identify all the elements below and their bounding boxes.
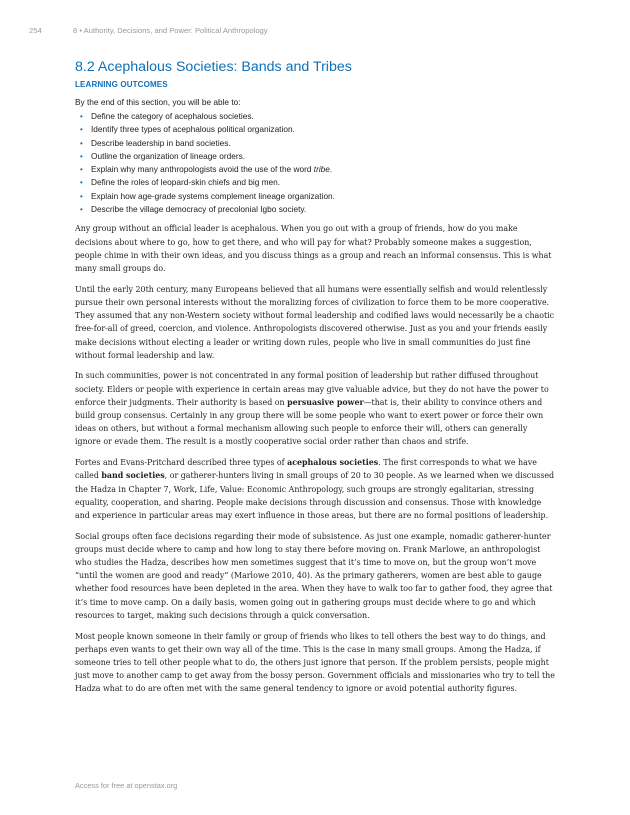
objective-item: • Identify three types of acephalous political organization.: [75, 123, 555, 136]
learning-outcomes-heading: LEARNING OUTCOMES: [75, 80, 168, 89]
bullet-icon: •: [80, 191, 83, 201]
running-header: [29, 26, 268, 35]
bullet-icon: •: [80, 125, 83, 135]
bullet-icon: •: [80, 205, 83, 215]
objective-item: • Outline the organization of lineage orders.: [75, 150, 555, 163]
page-number: 254: [29, 26, 42, 35]
key-term-acephalous-societies: acephalous societies: [287, 458, 379, 468]
bullet-icon: •: [80, 178, 83, 188]
key-term-band-societies: band societies: [101, 471, 165, 481]
objective-item: • Explain how age-grade systems complement lineage organization.: [75, 190, 555, 203]
paragraph-6: Most people known someone in their family or group of friends who likes to tell others the best way to do things, and perhaps even wants to get their own way all of the time. This is the case in many small groups. Among the Hadza, if someone tries to tell other people what to do, the others just ignore that person. If the problem persists, people might just move to another camp to get away from the bossy person. Government officials and missionaries who try to tell the Hadza what to do are often met with the same general tendency to ignore or avoid potential authority figures.: [75, 631, 555, 694]
running-title: 8 • Authority, Decisions, and Power: Political Anthropology: [73, 26, 268, 35]
main-content: [75, 58, 555, 703]
bullet-icon: •: [80, 151, 83, 161]
paragraph-3: In such communities, power is not concentrated in any formal position of leadership but rather diffused throughout society. Elders or people with experience in certain areas may give valuable advice, but they do not have the power to enforce their judgments. Their authority is based on persuasive power—that is, their ability to convince others and build group consensus. Certainly in any group there will be some people who want to exert power or force their own ideas on others, but without a formal mechanism allowing such people to enforce their will, others can generally ignore or evade them. The result is a mostly cooperative social order rather than chaos and strife.: [75, 371, 549, 447]
objective-item: • Describe the village democracy of precolonial Igbo society.: [75, 203, 555, 216]
objective-item: • Explain why many anthropologists avoid the use of the word tribe.: [75, 163, 555, 176]
paragraph-4: Fortes and Evans-Pritchard described three types of acephalous societies. The first corresponds to what we have called band societies, or gatherer-hunters living in small groups of 20 to 30 people. As we learned when we discussed the Hadza in Chapter 7, Work, Life, Value: Economic Anthropology, such groups are strongly egalitarian, stressing equality, cooperation, and sharing. People make decisions through discussion and consensus. Those with knowledge and experience in particular areas may exert influence in those areas, but there are no formal positions of leadership.: [75, 458, 555, 520]
paragraph-2: Until the early 20th century, many Europeans believed that all humans were essentially selfish and would relentlessly pursue their own personal interests without the moralizing forces of civilization to force them to be more cooperative. They assumed that any non-Western society without formal leadership and codified laws would necessarily be a chaotic free-for-all of greed, coercion, and violence. Anthropologists discovered otherwise. Just as you and your friends easily make decisions without electing a leader or writing down rules, people who live in small communities do just fine without formal leadership and law.: [75, 284, 555, 360]
key-term-persuasive-power: persuasive power: [287, 397, 364, 407]
bullet-icon: •: [80, 112, 83, 121]
section-title: 8.2 Acephalous Societies: Bands and Tribes: [75, 59, 352, 75]
outcomes-intro: By the end of this section, you will be able to:: [75, 97, 241, 107]
footer-access-note: Access for free at openstax.org: [75, 781, 178, 790]
objective-item: • Describe leadership in band societies.: [75, 137, 555, 150]
learning-objectives-list: [75, 110, 555, 216]
bullet-icon: •: [80, 165, 83, 175]
paragraph-1: Any group without an official leader is acephalous. When you go out with a group of friends, how do you make decisions about where to go, how to get there, and who will pay for what? Probably someone makes a suggestion, people chime in with their own ideas, and you discuss things as a group and reach an informal consensus. This is what many small groups do.: [75, 224, 552, 273]
bullet-icon: •: [80, 138, 83, 148]
objective-item: • Define the roles of leopard-skin chiefs and big men.: [75, 176, 555, 189]
italic-term: tribe: [313, 164, 330, 175]
objective-item: • Define the category of acephalous societies.: [75, 110, 555, 123]
paragraph-5: Social groups often face decisions regarding their mode of subsistence. As just one example, nomadic gatherer-hunter groups must decide where to camp and how long to stay there before moving on. Frank Marlowe, an anthropologist who studies the Hadza, describes how men sometimes suggest that it’s time to move on, but the group won’t move “until the women are good and ready” (Marlowe 2010, 40). As the primary gatherers, women are best able to gauge whether food resources have been depleted in the area. When they have to walk too far to gather food, they agree that it’s time to move camp. On a daily basis, women going out in gathering groups must decide where to go and which resources to target, making such decisions through a quick conversation.: [75, 531, 553, 620]
